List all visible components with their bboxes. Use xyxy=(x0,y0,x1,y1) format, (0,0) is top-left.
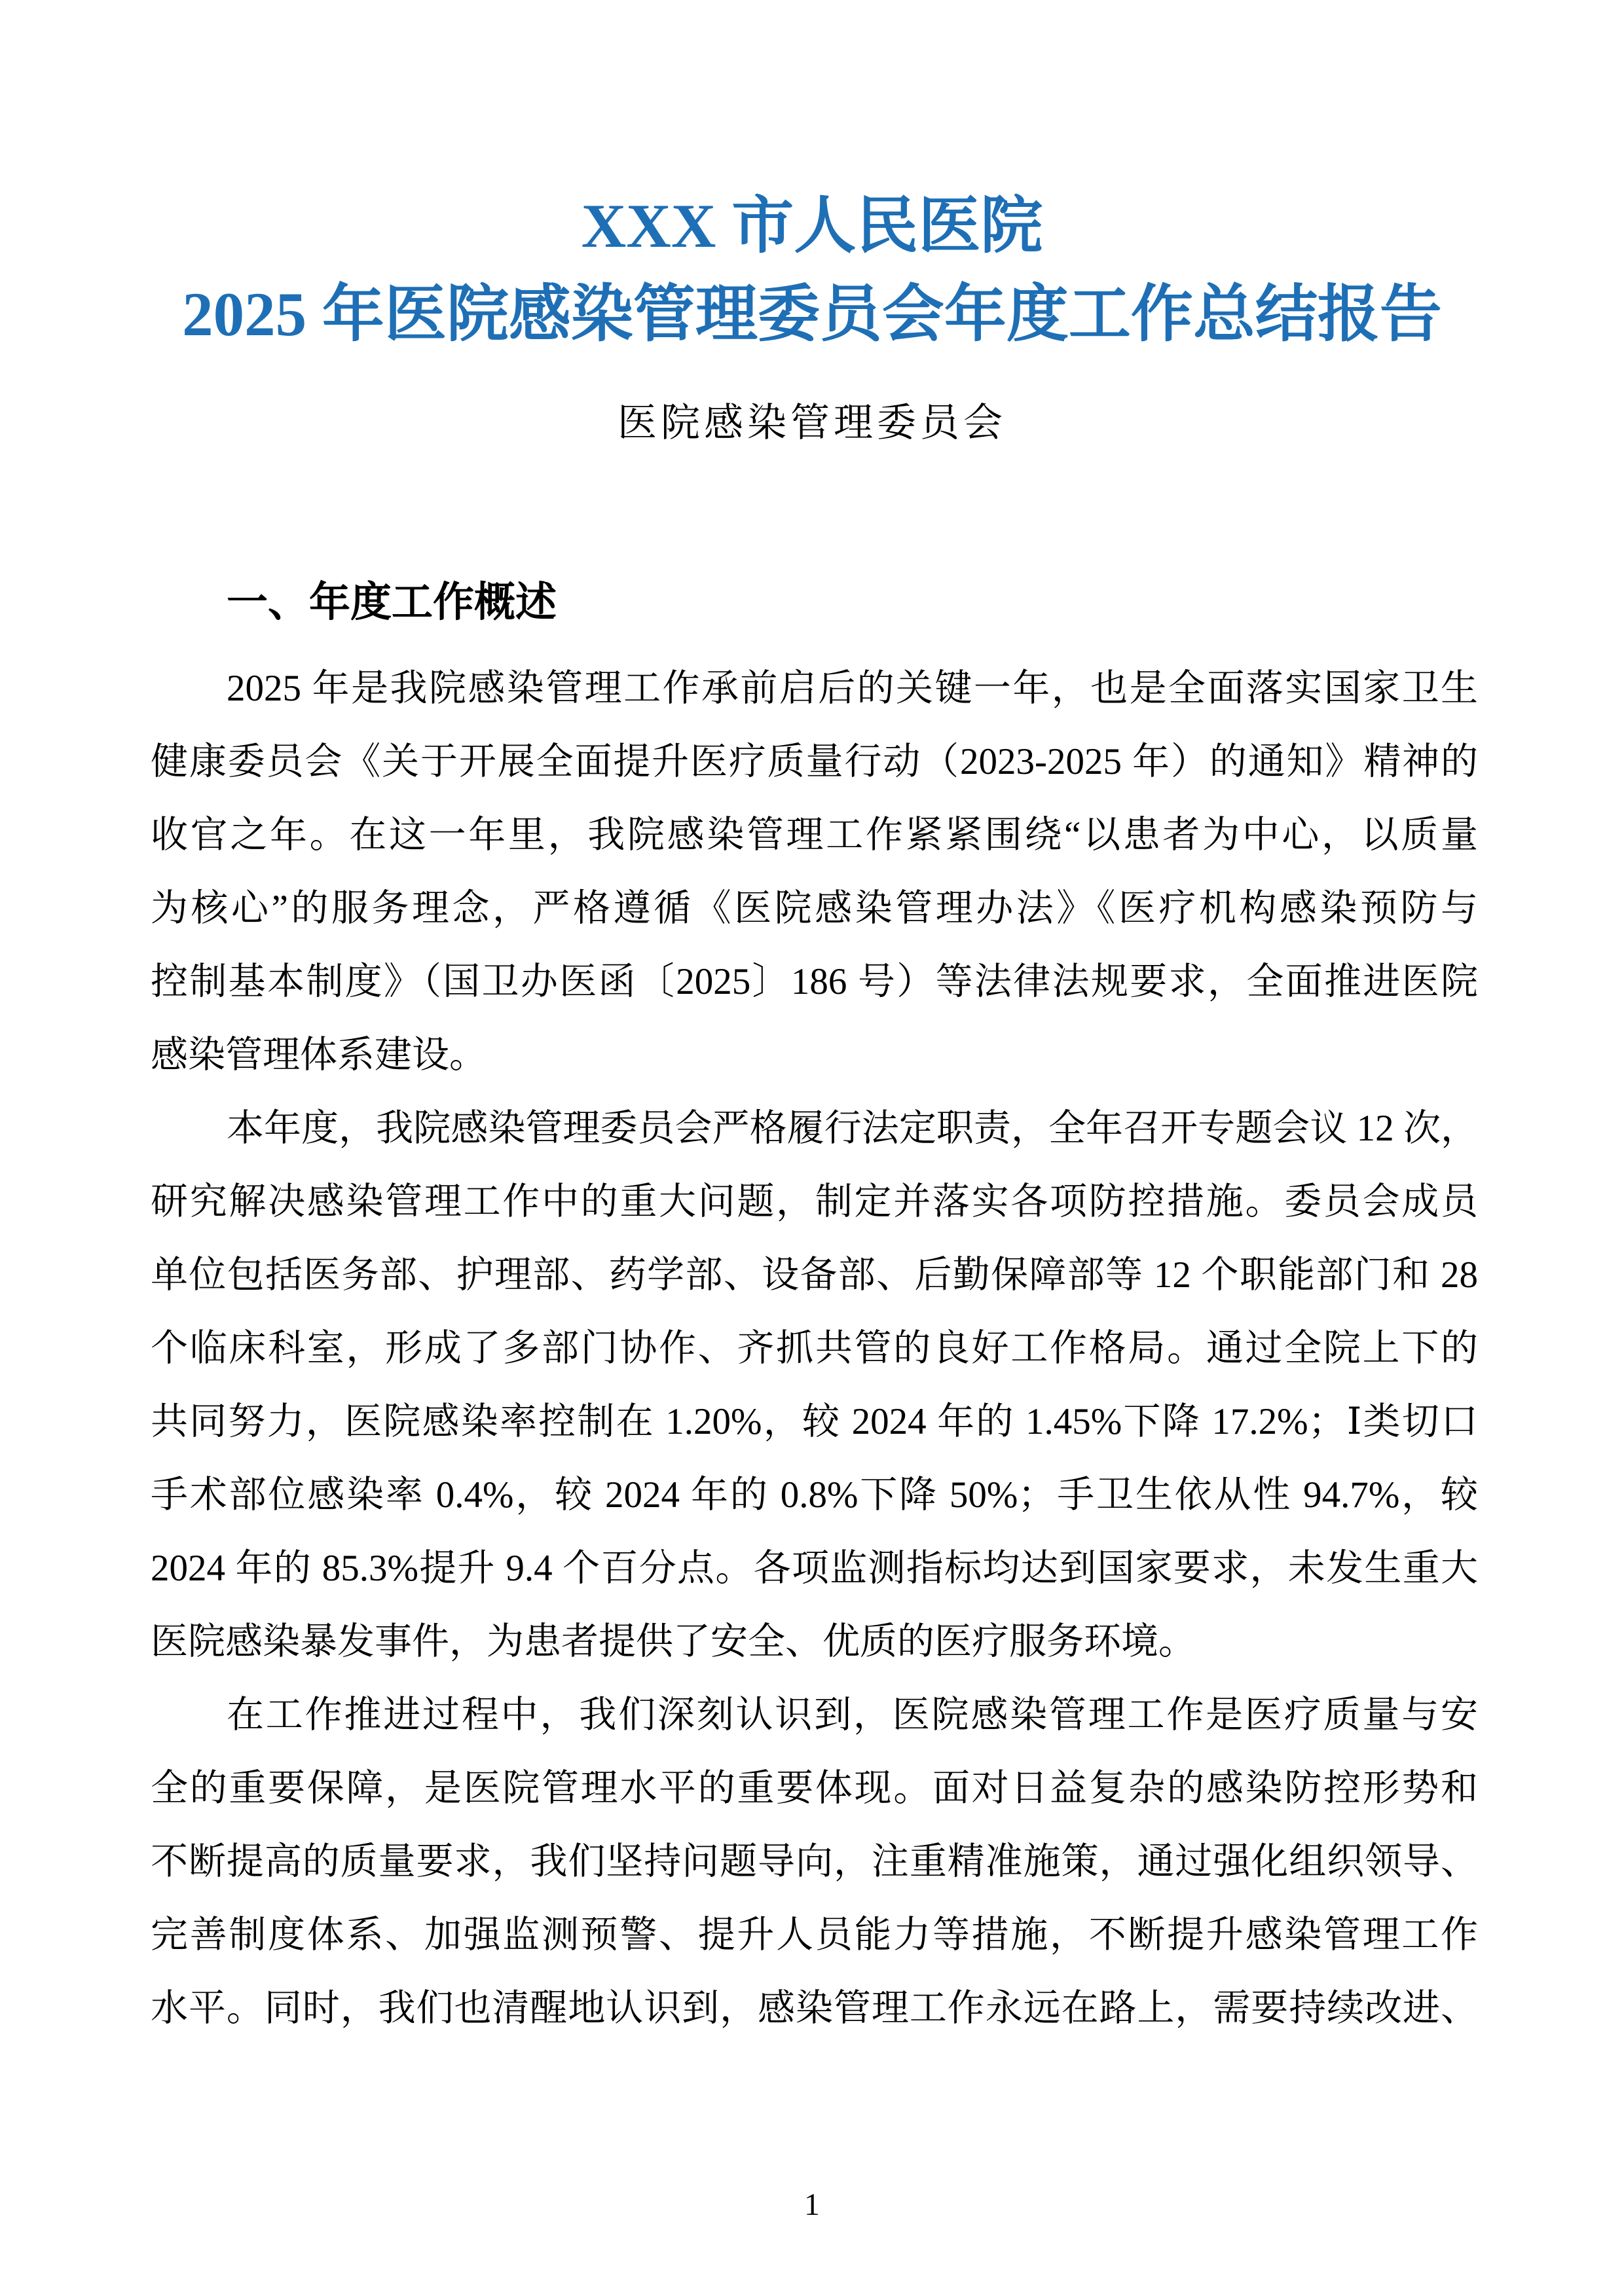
page-number: 1 xyxy=(804,2187,820,2222)
text-line: 全的重要保障，是医院管理水平的重要体现。面对日益复杂的感染防控形势和 xyxy=(151,1768,1478,1809)
document-author: 医院感染管理委员会 xyxy=(618,401,1006,445)
paragraph xyxy=(151,1679,1478,2045)
document-title xyxy=(0,0,1624,359)
paragraph xyxy=(151,1092,1478,1679)
title-line-2: 2025 年医院感染管理委员会年度工作总结报告 xyxy=(182,280,1442,349)
text-line: 2025 年是我院感染管理工作承前启后的关键一年，也是全面落实国家卫生 xyxy=(227,668,1478,709)
text-line: 为核心”的服务理念，严格遵循《医院感染管理办法》《医疗机构感染预防与 xyxy=(151,888,1478,929)
text-line: 完善制度体系、加强监测预警、提升人员能力等措施，不断提升感染管理工作 xyxy=(151,1914,1478,1956)
text-line: 手术部位感染率 0.4%，较 2024 年的 0.8%下降 50%；手卫生依从性 94.7%，较 xyxy=(151,1474,1478,1516)
text-line: 2024 年的 85.3%提升 9.4 个百分点。各项监测指标均达到国家要求，未发生重大 xyxy=(151,1548,1478,1589)
text-line: 在工作推进过程中，我们深刻认识到，医院感染管理工作是医疗质量与安 xyxy=(227,1694,1478,1736)
text-line: 健康委员会《关于开展全面提升医疗质量行动（2023-2025 年）的通知》精神的 xyxy=(151,741,1478,782)
text-line: 收官之年。在这一年里，我院感染管理工作紧紧围绕“以患者为中心，以质量 xyxy=(151,814,1478,856)
paragraph-list xyxy=(151,652,1478,2045)
text-line: 医院感染暴发事件，为患者提供了安全、优质的医疗服务环境。 xyxy=(151,1621,1196,1662)
text-line: 个临床科室，形成了多部门协作、齐抓共管的良好工作格局。通过全院上下的 xyxy=(151,1328,1478,1369)
title-line-1: XXX 市人民医院 xyxy=(581,191,1043,261)
text-line: 本年度，我院感染管理委员会严格履行法定职责，全年召开专题会议 12 次， xyxy=(227,1108,1478,1149)
text-line: 共同努力，医院感染率控制在 1.20%，较 2024 年的 1.45%下降 17.2%；Ⅰ类切口 xyxy=(151,1401,1478,1442)
document-body xyxy=(151,576,1478,2045)
section-heading: 一、年度工作概述 xyxy=(227,579,557,625)
text-line: 单位包括医务部、护理部、药学部、设备部、后勤保障部等 12 个职能部门和 28 xyxy=(151,1254,1478,1296)
text-line: 研究解决感染管理工作中的重大问题，制定并落实各项防控措施。委员会成员 xyxy=(151,1181,1478,1222)
text-line: 水平。同时，我们也清醒地认识到，感染管理工作永远在路上，需要持续改进、 xyxy=(151,1988,1478,2029)
text-line: 感染管理体系建设。 xyxy=(151,1034,487,1076)
paragraph xyxy=(151,652,1478,1092)
text-line: 控制基本制度》（国卫办医函〔2025〕186 号）等法律法规要求，全面推进医院 xyxy=(151,961,1478,1002)
text-line: 不断提高的质量要求，我们坚持问题导向，注重精准施策，通过强化组织领导、 xyxy=(151,1841,1478,1882)
